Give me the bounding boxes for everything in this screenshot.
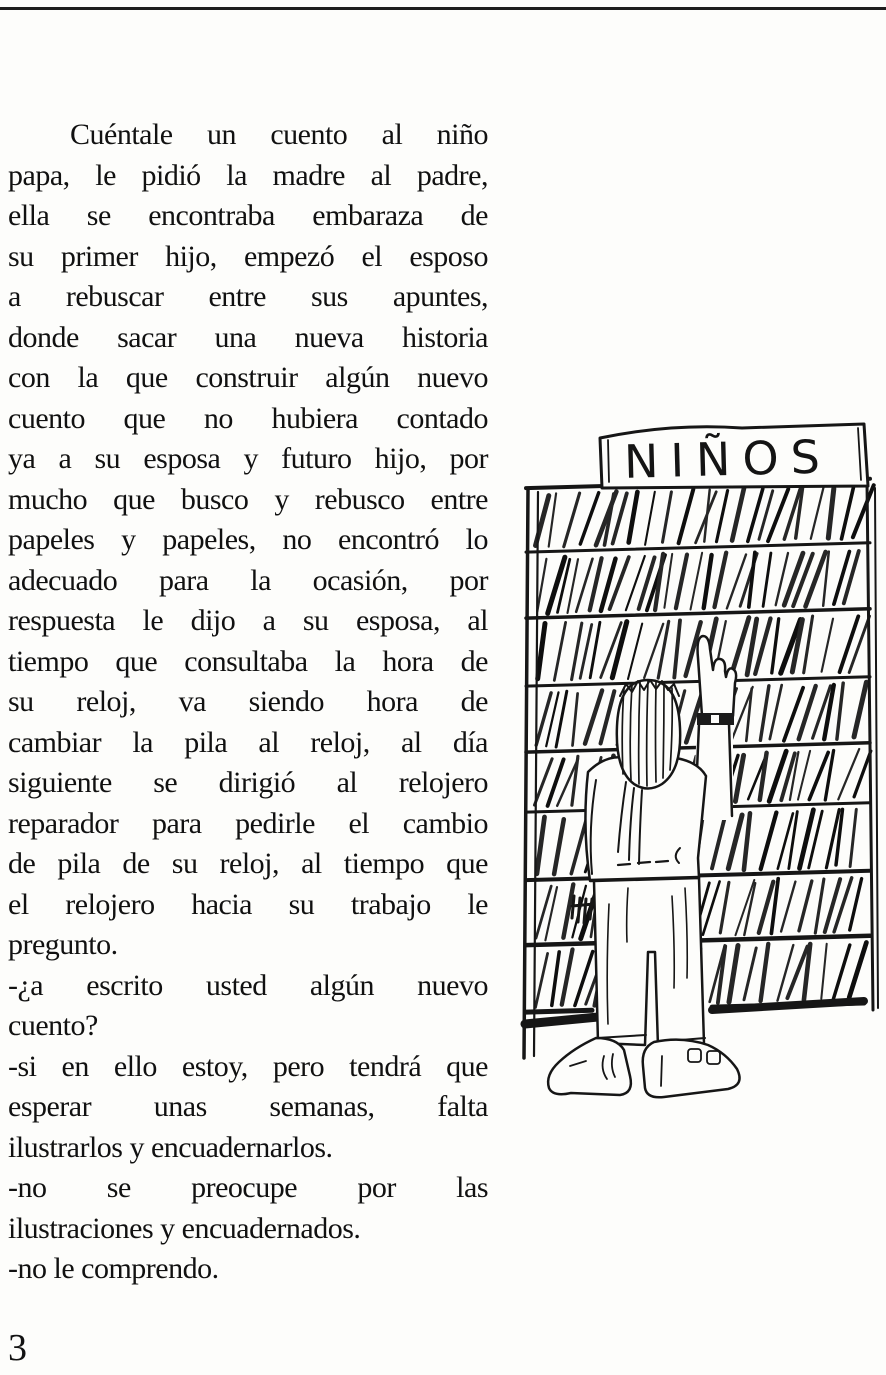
book-spine	[715, 553, 727, 607]
book-spine	[849, 943, 866, 998]
book-spine	[573, 694, 578, 746]
story-line: esperar unas semanas, falta	[8, 1090, 488, 1123]
book-spine	[676, 555, 687, 609]
book-spine	[833, 945, 850, 999]
book-spine	[761, 944, 769, 1001]
book-spine	[580, 493, 598, 544]
book-spine	[674, 620, 680, 677]
story-line: ilustrarlos y encuadernarlos.	[8, 1130, 333, 1164]
left-shoe	[548, 1038, 631, 1095]
book-spine	[763, 553, 771, 606]
book-spine	[781, 882, 795, 932]
story-text	[8, 115, 488, 1290]
book-spine	[545, 887, 557, 940]
story-line: el relojero hacia su trabajo le	[8, 887, 488, 921]
book-spine	[564, 493, 580, 547]
story-line: adecuado para la ocasión, por	[8, 563, 488, 597]
book-spine	[729, 946, 738, 1003]
book-spine	[537, 559, 546, 612]
book-spine	[645, 492, 655, 545]
story-line: reparador para pedirle el cambio	[8, 806, 488, 840]
book-spine	[822, 619, 833, 672]
bookshelf-sketch	[512, 418, 886, 1108]
book-spine	[837, 683, 843, 739]
book-spine	[585, 691, 602, 744]
wristwatch-face	[711, 715, 719, 723]
book-spine	[691, 553, 703, 610]
book-spine	[744, 813, 750, 870]
shelf-line	[526, 1010, 592, 1012]
book-spine	[744, 948, 756, 1000]
story-line: tiempo que consultaba la hora de	[8, 644, 488, 678]
book-spine	[536, 886, 551, 938]
story-line: cuento?	[8, 1009, 98, 1042]
story-line: mucho que busco y rebusco entre	[8, 482, 488, 516]
story-line: -si en ello estoy, pero tendrá que	[8, 1049, 488, 1083]
story-line: Cuéntale un cuento al niño	[70, 118, 488, 151]
book-spine	[772, 619, 779, 673]
story-line: con la que construir algún nuevo	[8, 361, 488, 394]
book-spine	[554, 622, 565, 680]
book-spine	[815, 879, 824, 933]
story-line: -no se preocupe por las	[8, 1171, 488, 1204]
story-line: a rebuscar entre sus apuntes,	[8, 280, 488, 313]
book-spine	[548, 557, 565, 613]
book-spine	[628, 624, 642, 679]
head	[617, 680, 680, 789]
book-spine	[849, 616, 869, 672]
book-spine	[554, 819, 564, 874]
story-line: -¿a escrito usted algún nuevo	[8, 968, 488, 1002]
pointing-hand	[698, 636, 737, 716]
story-line: pregunto.	[8, 928, 118, 961]
book-spine	[770, 685, 782, 739]
book-spine	[538, 624, 545, 679]
book-spine	[853, 485, 874, 537]
book-spine	[761, 813, 777, 870]
ninos-sign	[600, 424, 868, 489]
book-spine	[728, 815, 742, 869]
book-spine	[798, 751, 810, 800]
book-spine	[804, 616, 813, 673]
story-line: cuento que no hubiera contado	[8, 401, 488, 435]
story-line: ilustraciones y encuadernados.	[8, 1211, 361, 1245]
book-spine	[537, 817, 545, 874]
book-spine	[712, 813, 726, 869]
book-spine	[850, 809, 856, 866]
book-spine	[601, 691, 615, 743]
story-line: papeles y papeles, no encontró lo	[8, 523, 488, 556]
book-spine	[663, 492, 672, 542]
book-spine	[854, 682, 866, 737]
story-line: de pila de su reloj, al tiempo que	[8, 847, 488, 880]
book-spine	[552, 952, 559, 1006]
story-line: siguiente se dirigió al relojero	[8, 766, 488, 799]
sign-text: NIÑOS	[623, 429, 833, 489]
shelf-line	[526, 543, 870, 552]
book-spine	[580, 625, 592, 679]
book-spine	[629, 492, 638, 543]
book-spine	[821, 944, 826, 999]
story-line: cambiar la pila al reloj, al día	[8, 725, 488, 759]
book-spine	[664, 554, 672, 608]
book-spine	[536, 953, 548, 1007]
story-line: donde sacar una nueva historia	[8, 320, 488, 354]
book-spine	[840, 616, 859, 672]
book-spine	[760, 686, 769, 741]
book-spine	[562, 950, 573, 1005]
story-line: ella se encontraba embaraza de	[8, 199, 488, 232]
book-spine	[732, 488, 744, 540]
book-spine	[703, 882, 720, 935]
story-line: respuesta le dijo a su esposa, al	[8, 604, 488, 637]
story-line: papa, le pidió la madre al padre,	[8, 158, 488, 192]
story-line: ya a su esposa y futuro hijo, por	[8, 442, 488, 475]
book-spine	[704, 555, 712, 608]
book-spine	[720, 882, 729, 933]
top-rule	[0, 7, 886, 10]
book-spine	[717, 491, 728, 542]
shelf-line	[526, 677, 870, 686]
book-spine	[679, 489, 694, 543]
book-spine	[842, 486, 854, 539]
book-spine	[799, 881, 812, 931]
book-spine	[575, 952, 593, 1006]
book-spine	[572, 623, 582, 680]
story-line: su primer hijo, empezó el esposo	[8, 239, 488, 273]
book-spine	[850, 879, 862, 930]
story-line: su reloj, va siendo hora de	[8, 685, 488, 718]
story-illustration	[512, 418, 886, 1108]
story-line: -no le comprendo.	[8, 1252, 219, 1285]
book-spine	[811, 486, 824, 539]
book-spine	[658, 621, 669, 678]
book-spine	[828, 489, 834, 538]
page-number: 3	[8, 1327, 27, 1369]
